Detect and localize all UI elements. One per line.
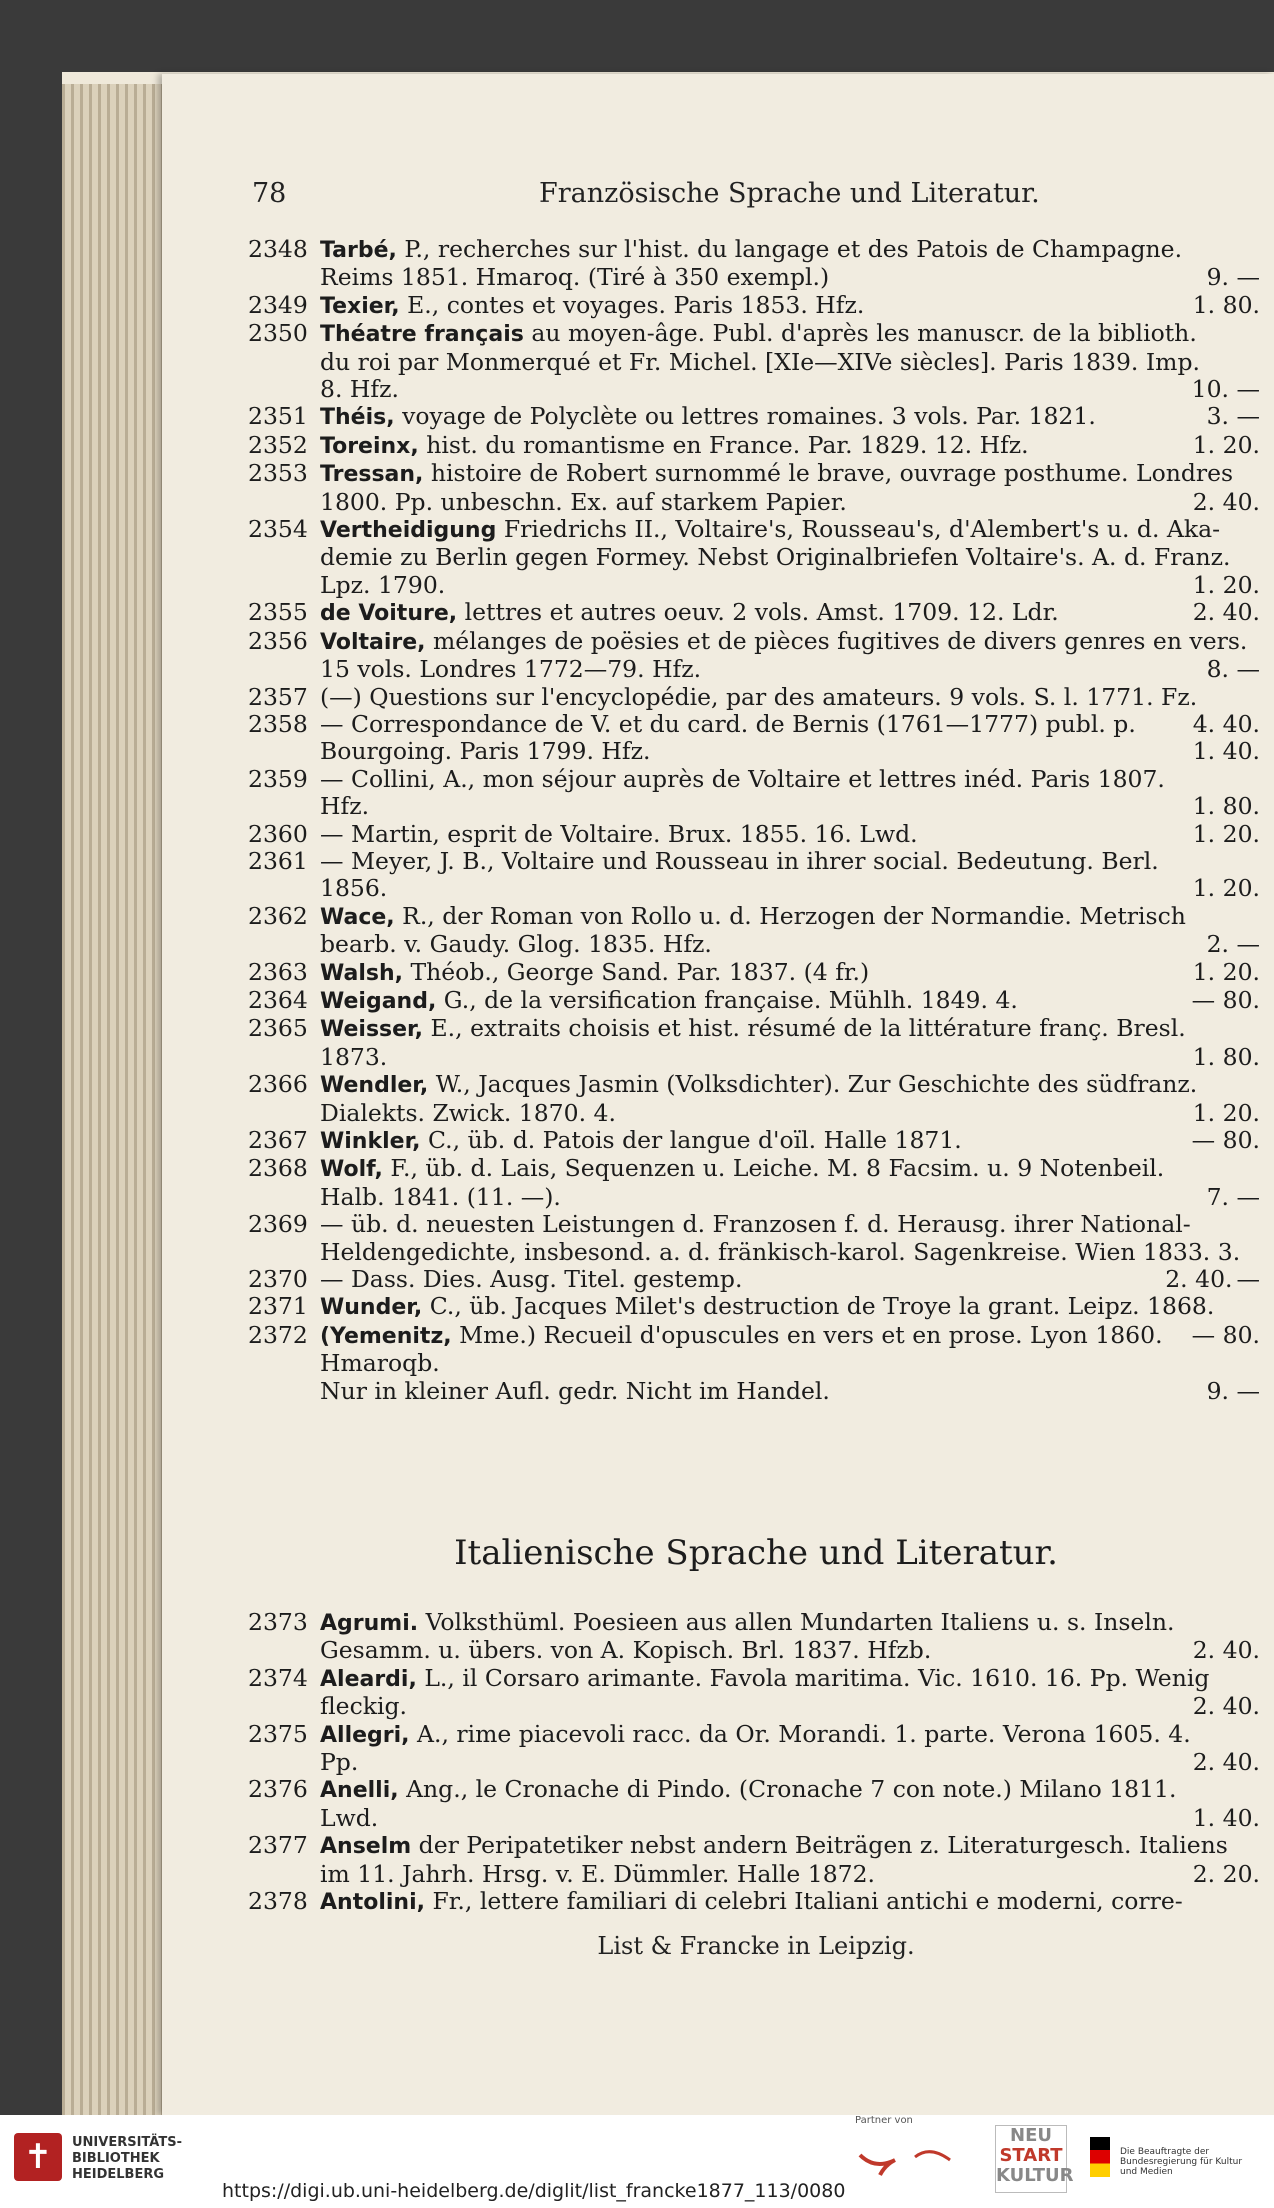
catalog-entry	[248, 432, 1264, 460]
entry-line	[320, 1322, 1264, 1378]
uni-line-3: HEIDELBERG	[72, 2167, 165, 2182]
entry-line	[320, 1637, 1264, 1664]
entry-text: F., üb. d. Lais, Sequenzen u. Leiche. M. 8 Facsim. u. 9 Notenbeil.	[390, 1154, 1165, 1183]
entry-price: 2. 40.	[1165, 1265, 1233, 1294]
entry-author: Antolini,	[320, 1890, 425, 1916]
catalog-entry	[248, 320, 1264, 403]
entry-author: Allegri,	[320, 1722, 410, 1748]
entry-author: Texier,	[320, 293, 400, 319]
entry-author: Vertheidigung	[320, 518, 497, 544]
entry-price: 1. 40.	[1192, 737, 1260, 766]
entry-text: der Peripatetiker nebst andern Beiträgen z. Literaturgesch. Italiens	[418, 1831, 1228, 1860]
catalog-entry	[248, 1721, 1264, 1777]
entry-line	[320, 903, 1264, 931]
entry-text: L., il Corsaro arimante. Favola maritima. Vic. 1610. 16. Pp. Wenig	[424, 1663, 1210, 1692]
entry-author: Wace,	[320, 904, 395, 930]
entry-number: 2378	[248, 1887, 308, 1916]
entry-number: 2364	[248, 985, 308, 1014]
entry-text: fleckig.	[320, 1692, 408, 1721]
entry-text: histoire de Robert surnommé le brave, ouvrage posthume. Londres	[430, 459, 1234, 488]
entry-number: 2355	[248, 598, 308, 627]
entry-price: 2. 40.	[1192, 1748, 1260, 1777]
entry-number: 2352	[248, 430, 308, 459]
catalog-entry	[248, 236, 1264, 292]
entry-number: 2369	[248, 1210, 308, 1239]
catalog-entry	[248, 403, 1264, 431]
entry-text: — Meyer, J. B., Voltaire und Rousseau in ihrer social. Bedeutung. Berl.	[320, 846, 1159, 875]
page-title: Französische Sprache und Literatur.	[539, 178, 1040, 209]
entry-author: Weigand,	[320, 988, 437, 1014]
entry-text: 1856.	[320, 874, 388, 903]
university-library-name[interactable]	[72, 2135, 182, 2183]
university-library-logo-icon[interactable]: ✝	[14, 2133, 62, 2181]
entry-text: au moyen-âge. Publ. d'après les manuscr. de la biblioth.	[531, 319, 1197, 348]
catalog-entry	[248, 1665, 1264, 1721]
entry-number: 2367	[248, 1126, 308, 1154]
entry-text: demie zu Berlin gegen Formey. Nebst Originalbriefen Voltaire's. A. d. Franz.	[320, 543, 1231, 572]
entry-line	[320, 1665, 1264, 1693]
entry-line	[320, 738, 1264, 765]
entry-text: (—) Questions sur l'encyclopédie, par des amateurs. 9 vols. S. l. 1771. Fz.	[320, 682, 1198, 711]
uni-line-2: BIBLIOTHEK	[72, 2151, 160, 2166]
entry-line	[320, 516, 1264, 544]
entry-price: 2. 40.	[1192, 1692, 1260, 1721]
neustart-line-1: NEU	[1010, 2125, 1052, 2146]
entry-line	[320, 544, 1264, 571]
entry-line	[320, 1266, 1264, 1293]
uni-line-1: UNIVERSITÄTS-	[72, 2135, 182, 2150]
entry-author: Toreinx,	[320, 433, 419, 459]
entry-price: 1. 80.	[1192, 1042, 1260, 1071]
entry-text: Hfz.	[320, 792, 370, 821]
entry-number: 2377	[248, 1831, 308, 1860]
entry-number: 2375	[248, 1719, 308, 1748]
entry-price: 1. 20.	[1192, 819, 1260, 848]
entry-text: 1873.	[320, 1042, 388, 1071]
entry-price: 3. —	[1206, 402, 1260, 431]
entry-text: 15 vols. Londres 1772—79. Hfz.	[320, 655, 702, 684]
bkm-logo[interactable]	[1090, 2127, 1260, 2193]
catalog-entry	[248, 599, 1264, 627]
entry-text: P., recherches sur l'hist. du langage et des Patois de Champagne.	[404, 235, 1183, 263]
page-edges	[62, 84, 172, 2115]
entry-number: 2353	[248, 459, 308, 488]
entry-text: bearb. v. Gaudy. Glog. 1835. Hfz.	[320, 930, 712, 959]
entry-line	[320, 320, 1264, 348]
entry-text: Lpz. 1790.	[320, 570, 446, 599]
entry-author: Walsh,	[320, 960, 403, 986]
entry-line	[320, 349, 1264, 376]
partner-label: Partner von	[855, 2115, 913, 2126]
entry-author: Anelli,	[320, 1778, 399, 1804]
entry-text: Bourgoing. Paris 1799. Hfz.	[320, 737, 651, 766]
catalog-entry	[248, 959, 1264, 987]
catalog-entry	[248, 1832, 1264, 1888]
entry-text: Dialekts. Zwick. 1870. 4.	[320, 1098, 616, 1127]
entry-text: Friedrichs II., Voltaire's, Rousseau's, d'Alembert's u. d. Aka-	[503, 515, 1221, 544]
entry-price: 1. 20.	[1192, 570, 1260, 599]
catalog-entry	[248, 1015, 1264, 1071]
entry-price: 9. —	[1206, 1376, 1260, 1405]
entry-price: — 80.	[1191, 1320, 1260, 1349]
entry-text: A., rime piacevoli racc. da Or. Morandi. 1. parte. Verona 1605. 4.	[417, 1719, 1191, 1748]
section-title: Italienische Sprache und Literatur.	[454, 1533, 1058, 1573]
entry-text: Gesamm. u. übers. von A. Kopisch. Brl. 1837. Hfzb.	[320, 1636, 932, 1665]
entry-text: — Martin, esprit de Voltaire. Brux. 1855. 16. Lwd.	[320, 819, 918, 848]
entry-text: G., de la versification française. Mühlh. 1849. 4.	[443, 985, 1018, 1014]
neustart-line-2: START	[999, 2145, 1063, 2166]
entry-author: (Yemenitz,	[320, 1323, 452, 1349]
entry-price: 2. —	[1206, 930, 1260, 959]
entry-price: — 80.	[1191, 985, 1260, 1014]
catalog-entry	[248, 516, 1264, 599]
entry-line	[320, 376, 1264, 403]
entry-text: W., Jacques Jasmin (Volksdichter). Zur Geschichte des südfranz.	[435, 1070, 1198, 1099]
catalog-entry	[248, 1776, 1264, 1832]
entry-line	[320, 1378, 1264, 1405]
entry-number: 2354	[248, 515, 308, 544]
entry-number: 2357	[248, 682, 308, 711]
entry-price: 8. —	[1206, 655, 1260, 684]
entry-text: R., der Roman von Rollo u. d. Herzogen der Normandie. Metrisch	[402, 901, 1186, 930]
entry-line	[320, 987, 1264, 1015]
entry-line	[320, 1184, 1264, 1211]
entry-line	[320, 1749, 1264, 1776]
entry-author: Théis,	[320, 405, 395, 431]
entry-number: 2365	[248, 1014, 308, 1043]
entry-line	[320, 403, 1264, 431]
entry-list-italian	[248, 1609, 1264, 1916]
entry-line	[320, 875, 1264, 902]
entry-number: 2351	[248, 402, 308, 431]
entry-text: Mme.) Recueil d'opuscules en vers et en prose. Lyon 1860. Hmaroqb.	[320, 1320, 1163, 1378]
entry-price: 9. —	[1206, 263, 1260, 292]
entry-line	[320, 1211, 1264, 1238]
entry-text: 8. Hfz.	[320, 375, 399, 404]
page-number: 78	[252, 178, 287, 209]
entry-author: Weisser,	[320, 1017, 424, 1043]
entry-number: 2359	[248, 764, 308, 793]
catalog-entry	[248, 1127, 1264, 1155]
entry-text: du roi par Monmerqué et Fr. Michel. [XIe—XIVe siècles]. Paris 1839. Imp.	[320, 347, 1200, 376]
entry-author: Wolf,	[320, 1157, 383, 1183]
entry-line	[320, 572, 1264, 599]
catalog-entry	[248, 821, 1264, 848]
entry-text: — Dass. Dies. Ausg. Titel. gestemp.	[320, 1265, 743, 1294]
entry-line	[320, 1044, 1264, 1071]
entry-price: 1. 20.	[1192, 1098, 1260, 1127]
entry-text: Pp.	[320, 1748, 359, 1777]
entry-text: mélanges de poësies et de pièces fugitives de divers genres en vers.	[433, 626, 1248, 655]
page-url[interactable]: https://digi.ub.uni-heidelberg.de/diglit/list_francke1877_113/0080	[222, 2180, 846, 2202]
entry-line	[320, 1609, 1264, 1637]
catalog-entry	[248, 1322, 1264, 1405]
entry-text: Ang., le Cronache di Pindo. (Cronache 7 con note.) Milano 1811.	[406, 1775, 1177, 1804]
catalog-entry	[248, 903, 1264, 959]
entry-line	[320, 821, 1264, 848]
entry-number: 2361	[248, 846, 308, 875]
catalog-entry	[248, 711, 1264, 766]
entry-price: 10. —	[1191, 375, 1260, 404]
footer-imprint: List & Francke in Leipzig.	[597, 1932, 915, 1960]
entry-line	[320, 766, 1264, 793]
entry-line	[320, 1832, 1264, 1860]
entry-price: 2. 40.	[1192, 487, 1260, 516]
entry-author: Voltaire,	[320, 629, 426, 655]
entry-text: Reims 1851. Hmaroq. (Tiré à 350 exempl.)	[320, 263, 830, 292]
entry-number: 2360	[248, 819, 308, 848]
entry-price: 2. 40.	[1192, 598, 1260, 627]
catalog-entry	[248, 987, 1264, 1015]
partner-logo-icon[interactable]	[855, 2135, 965, 2180]
entry-price: 1. 20.	[1192, 957, 1260, 986]
entry-price: 1. 40.	[1192, 1803, 1260, 1832]
entry-author: Wunder,	[320, 1295, 423, 1321]
entry-text: Théob., George Sand. Par. 1837. (4 fr.)	[410, 957, 870, 986]
catalog-entry	[248, 628, 1264, 684]
entry-line	[320, 628, 1264, 656]
entry-line	[320, 432, 1264, 460]
entry-number: 2358	[248, 709, 308, 738]
entry-text: Nur in kleiner Aufl. gedr. Nicht im Handel.	[320, 1376, 830, 1405]
entry-author: Anselm	[320, 1834, 412, 1860]
entry-price: 1. 20.	[1192, 874, 1260, 903]
catalog-entry	[248, 766, 1264, 821]
entry-number: 2350	[248, 319, 308, 348]
entry-author: Tarbé,	[320, 238, 397, 263]
entry-line	[320, 292, 1264, 320]
bkm-text: Die Beauftragte der Bundesregierung für Kultur und Medien	[1120, 2147, 1243, 2177]
catalog-entry	[248, 848, 1264, 903]
entry-line	[320, 1721, 1264, 1749]
entry-text: — Collini, A., mon séjour auprès de Voltaire et lettres inéd. Paris 1807.	[320, 764, 1165, 793]
entry-line	[320, 460, 1264, 488]
catalog-entry	[248, 1888, 1264, 1916]
entry-line	[320, 236, 1264, 264]
entry-line	[320, 489, 1264, 516]
entry-number: 2372	[248, 1320, 308, 1349]
german-flag-icon	[1090, 2137, 1110, 2177]
entry-price: — 80.	[1191, 1126, 1260, 1154]
entry-line	[320, 1776, 1264, 1804]
catalog-entry	[248, 1155, 1264, 1211]
entry-text: 1800. Pp. unbeschn. Ex. auf starkem Papier.	[320, 487, 847, 516]
entry-line	[320, 959, 1264, 987]
entry-text: im 11. Jahrh. Hrsg. v. E. Dümmler. Halle 1872.	[320, 1859, 876, 1888]
entry-price: 1. 20.	[1192, 430, 1260, 459]
entry-price: 1. 80.	[1192, 792, 1260, 821]
entry-text: C., üb. Jacques Milet's destruction de Troye la grant. Leipz. 1868.	[429, 1292, 1215, 1321]
catalog-entry	[248, 1266, 1264, 1293]
catalog-entry	[248, 1071, 1264, 1127]
entry-number: 2376	[248, 1775, 308, 1804]
entry-price: 1. 80.	[1192, 290, 1260, 319]
entry-text: Fr., lettere familiari di celebri Italiani antichi e moderni, corre-	[432, 1887, 1183, 1916]
entry-author: de Voiture,	[320, 601, 458, 627]
entry-line	[320, 1071, 1264, 1099]
entry-price: 4. 40.	[1192, 709, 1260, 738]
entry-line	[320, 599, 1264, 627]
entry-line	[320, 1015, 1264, 1043]
entry-line	[320, 711, 1264, 738]
entry-text: Heldengedichte, insbesond. a. d. fränkisch-karol. Sagenkreise. Wien 1833. 3.	[320, 1237, 1241, 1266]
entry-number: 2373	[248, 1608, 308, 1636]
entry-line	[320, 1805, 1264, 1832]
entry-number: 2362	[248, 901, 308, 930]
entry-number: 2371	[248, 1292, 308, 1321]
entry-text: Halb. 1841. (11. —).	[320, 1182, 561, 1211]
entry-price: 2. 40.	[1192, 1636, 1260, 1665]
entry-text: voyage de Polyclète ou lettres romaines. 3 vols. Par. 1821.	[402, 402, 1096, 431]
entry-price: 7. —	[1206, 1182, 1260, 1211]
entry-line	[320, 793, 1264, 820]
entry-line	[320, 1100, 1264, 1127]
entry-number: 2374	[248, 1663, 308, 1692]
entry-number: 2356	[248, 626, 308, 655]
entry-line	[320, 1888, 1264, 1916]
entry-text: hist. du romantisme en France. Par. 1829. 12. Hfz.	[426, 430, 1029, 459]
entry-text: — üb. d. neuesten Leistungen d. Franzosen f. d. Herausg. ihrer National-	[320, 1210, 1191, 1239]
entry-author: Aleardi,	[320, 1666, 417, 1692]
entry-text: Volksthüml. Poesieen aus allen Mundarten Italiens u. s. Inseln.	[425, 1608, 1175, 1636]
catalog-entry	[248, 460, 1264, 516]
entry-text: E., extraits choisis et hist. résumé de la littérature franç. Bresl.	[430, 1014, 1186, 1043]
entry-number: 2370	[248, 1265, 308, 1294]
entry-text: lettres et autres oeuv. 2 vols. Amst. 1709. 12. Ldr.	[464, 598, 1059, 627]
entry-line	[320, 1861, 1264, 1888]
entry-price: —	[1236, 1265, 1260, 1294]
entry-line	[320, 1693, 1264, 1720]
entry-number: 2348	[248, 235, 308, 263]
entry-number: 2349	[248, 290, 308, 319]
entry-text: E., contes et voyages. Paris 1853. Hfz.	[407, 290, 865, 319]
catalog-entry	[248, 292, 1264, 320]
entry-price: 2. 20.	[1192, 1859, 1260, 1888]
entry-line	[320, 931, 1264, 958]
entry-text: — Correspondance de V. et du card. de Bernis (1761—1777) publ. p.	[320, 709, 1136, 738]
neustart-line-3: KULTUR	[996, 2165, 1074, 2186]
entry-line	[320, 848, 1264, 875]
entry-author: Wendler,	[320, 1073, 429, 1099]
catalog-entry	[248, 1609, 1264, 1665]
entry-number: 2368	[248, 1154, 308, 1183]
entry-line	[320, 1155, 1264, 1183]
entry-text: C., üb. d. Patois der langue d'oïl. Halle 1871.	[428, 1126, 962, 1154]
entry-number: 2366	[248, 1070, 308, 1099]
entry-author: Tressan,	[320, 462, 424, 488]
entry-list-french	[248, 236, 1264, 1405]
entry-author: Théatre français	[320, 322, 524, 348]
neustart-kultur-logo[interactable]	[995, 2125, 1074, 2193]
entry-line	[320, 1127, 1264, 1155]
entry-text: Lwd.	[320, 1803, 379, 1832]
entry-line	[320, 656, 1264, 683]
entry-line	[320, 264, 1264, 291]
entry-author: Agrumi.	[320, 1611, 419, 1636]
entry-author: Winkler,	[320, 1129, 421, 1154]
entry-number: 2363	[248, 957, 308, 986]
